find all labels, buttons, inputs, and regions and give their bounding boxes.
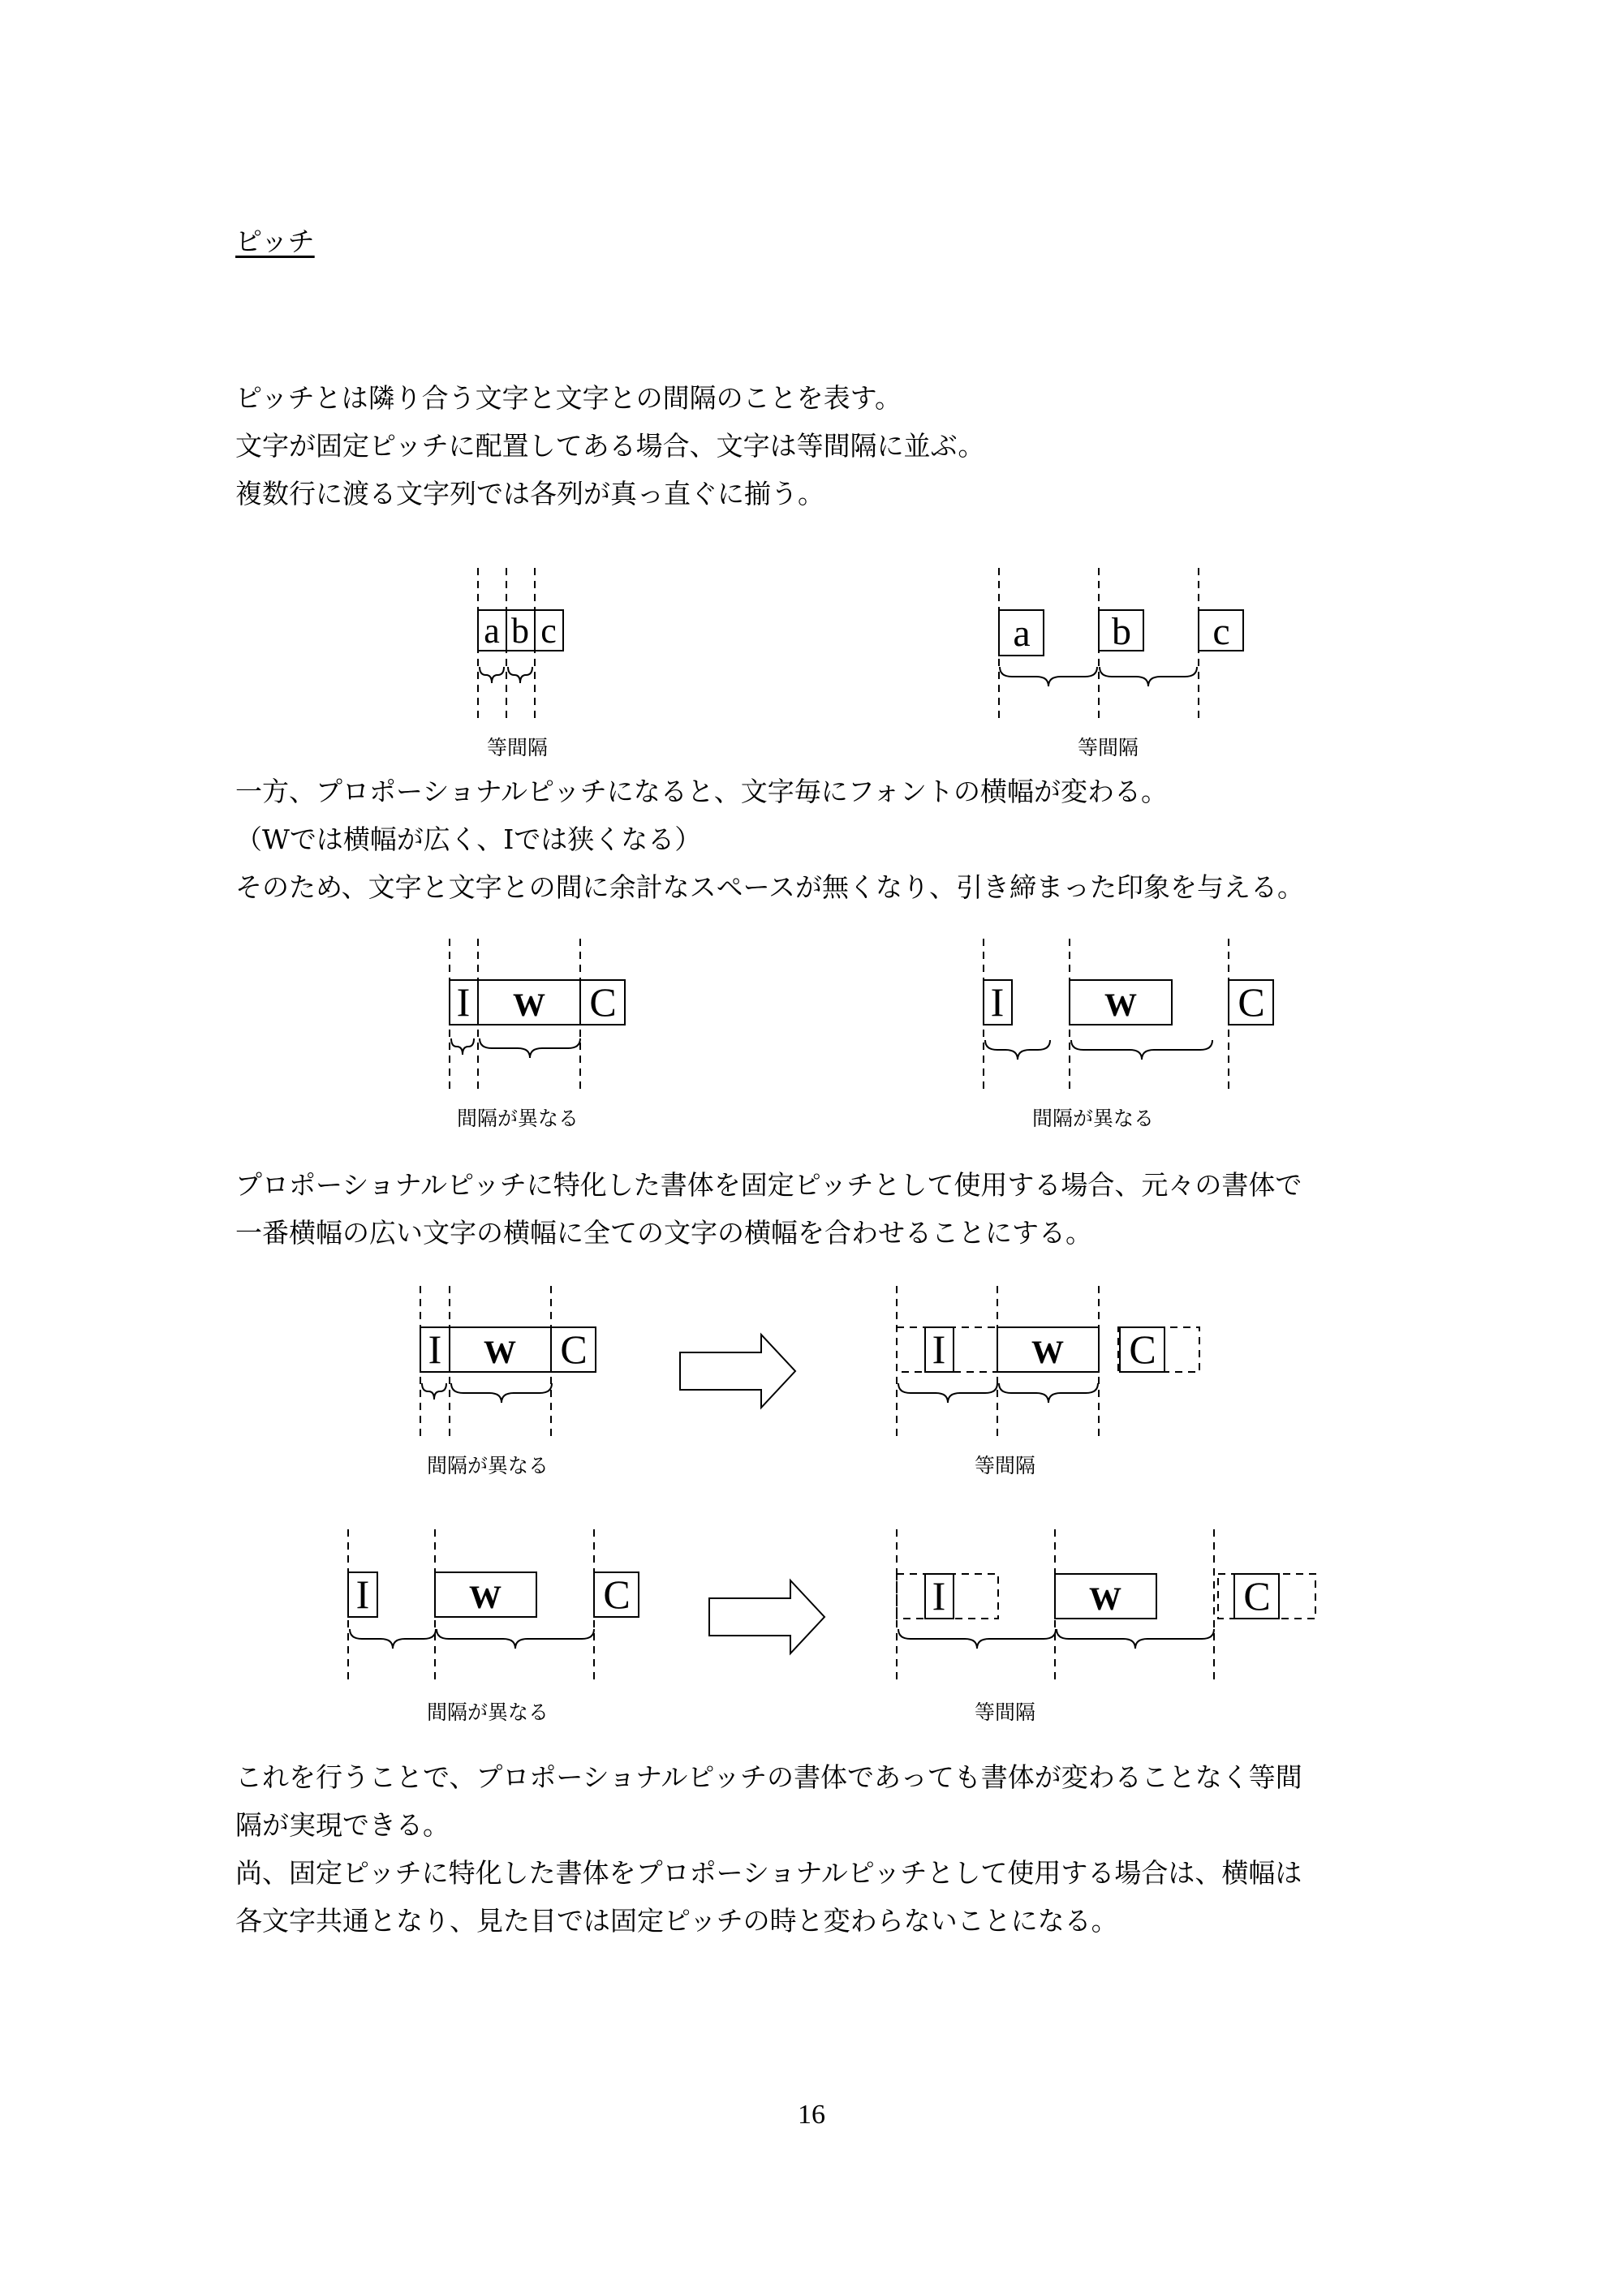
fig3-left-letter-w: W xyxy=(484,1334,516,1370)
page-number: 16 xyxy=(798,2100,825,2130)
para2-line-2: （Wでは横幅が広く、Iでは狭くなる） xyxy=(235,823,702,855)
fig2-right-letter-w: W xyxy=(1104,987,1137,1023)
para1-line-1: ピッチとは隣り合う文字と文字との間隔のことを表す。 xyxy=(235,382,902,414)
para4-line-2: 隔が実現できる。 xyxy=(235,1809,450,1841)
para4-line-3: 尚、固定ピッチに特化した書体をプロポーショナルピッチとして使用する場合は、横幅は xyxy=(235,1857,1302,1889)
para2-line-1: 一方、プロポーショナルピッチになると、文字毎にフォントの横幅が変わる。 xyxy=(235,776,1169,807)
fig2-right-letter-c: C xyxy=(1238,979,1265,1025)
fig4-right xyxy=(897,1529,1315,1679)
fig2-left-letter-i: I xyxy=(456,979,471,1025)
fig1-left-letter-c: c xyxy=(540,611,557,651)
fig2-right-letter-i: I xyxy=(990,979,1005,1025)
fig3-left-caption: 間隔が異なる xyxy=(427,1454,549,1477)
fig3-right-letter-w: W xyxy=(1031,1334,1064,1370)
fig1-right-letter-a: a xyxy=(1013,612,1031,655)
para2-line-3: そのため、文字と文字との間に余計なスペースが無くなり、引き締まった印象を与える。 xyxy=(235,871,1305,903)
fig4-left-letter-c: C xyxy=(603,1572,631,1617)
fig1-left-letter-a: a xyxy=(484,611,500,651)
para4-line-4: 各文字共通となり、見た目では固定ピッチの時と変わらないことになる。 xyxy=(235,1905,1118,1937)
fig1-right-letter-b: b xyxy=(1112,610,1131,653)
fig2-left-caption: 間隔が異なる xyxy=(457,1107,579,1130)
fig1-left-caption: 等間隔 xyxy=(487,736,549,759)
fig4-left-letter-w: W xyxy=(469,1579,502,1615)
para1-line-3: 複数行に渡る文字列では各列が真っ直ぐに揃う。 xyxy=(235,478,824,510)
para1-line-2: 文字が固定ピッチに配置してある場合、文字は等間隔に並ぶ。 xyxy=(235,430,985,462)
fig4-right-letter-w: W xyxy=(1089,1580,1121,1617)
para3-line-2: 一番横幅の広い文字の横幅に全ての文字の横幅を合わせることにする。 xyxy=(235,1217,1092,1249)
fig1-right-caption: 等間隔 xyxy=(1078,736,1139,759)
fig3-left-letter-c: C xyxy=(560,1326,588,1372)
fig4-arrow xyxy=(709,1580,824,1653)
fig2-right-caption: 間隔が異なる xyxy=(1032,1107,1155,1130)
fig3-left xyxy=(420,1286,596,1436)
fig2-left-letter-w: W xyxy=(513,987,545,1023)
fig2-left xyxy=(450,939,625,1091)
fig4-right-letter-c: C xyxy=(1243,1573,1271,1619)
fig2-right xyxy=(984,939,1273,1091)
fig3-left-letter-i: I xyxy=(428,1326,442,1372)
fig3-right-letter-c: C xyxy=(1129,1326,1156,1372)
fig1-right-letter-c: c xyxy=(1212,610,1230,653)
fig1-right xyxy=(999,568,1243,719)
fig2-left-letter-c: C xyxy=(589,979,617,1025)
fig4-left-caption: 間隔が異なる xyxy=(427,1701,549,1724)
fig4-left-letter-i: I xyxy=(355,1572,370,1617)
para4-line-1: これを行うことで、プロポーショナルピッチの書体であっても書体が変わることなく等間 xyxy=(235,1761,1302,1793)
fig3-right xyxy=(897,1286,1199,1436)
fig3-right-caption: 等間隔 xyxy=(975,1454,1036,1477)
fig1-left-letter-b: b xyxy=(511,611,529,651)
fig1-left xyxy=(478,568,563,719)
fig4-left xyxy=(348,1529,639,1679)
section-heading: ピッチ xyxy=(235,226,315,257)
fig3-arrow xyxy=(680,1335,795,1408)
para3-line-1: プロポーショナルピッチに特化した書体を固定ピッチとして使用する場合、元々の書体で xyxy=(235,1169,1302,1201)
fig4-right-caption: 等間隔 xyxy=(975,1701,1036,1724)
fig3-right-letter-i: I xyxy=(932,1326,946,1372)
fig4-right-letter-i: I xyxy=(932,1573,946,1619)
